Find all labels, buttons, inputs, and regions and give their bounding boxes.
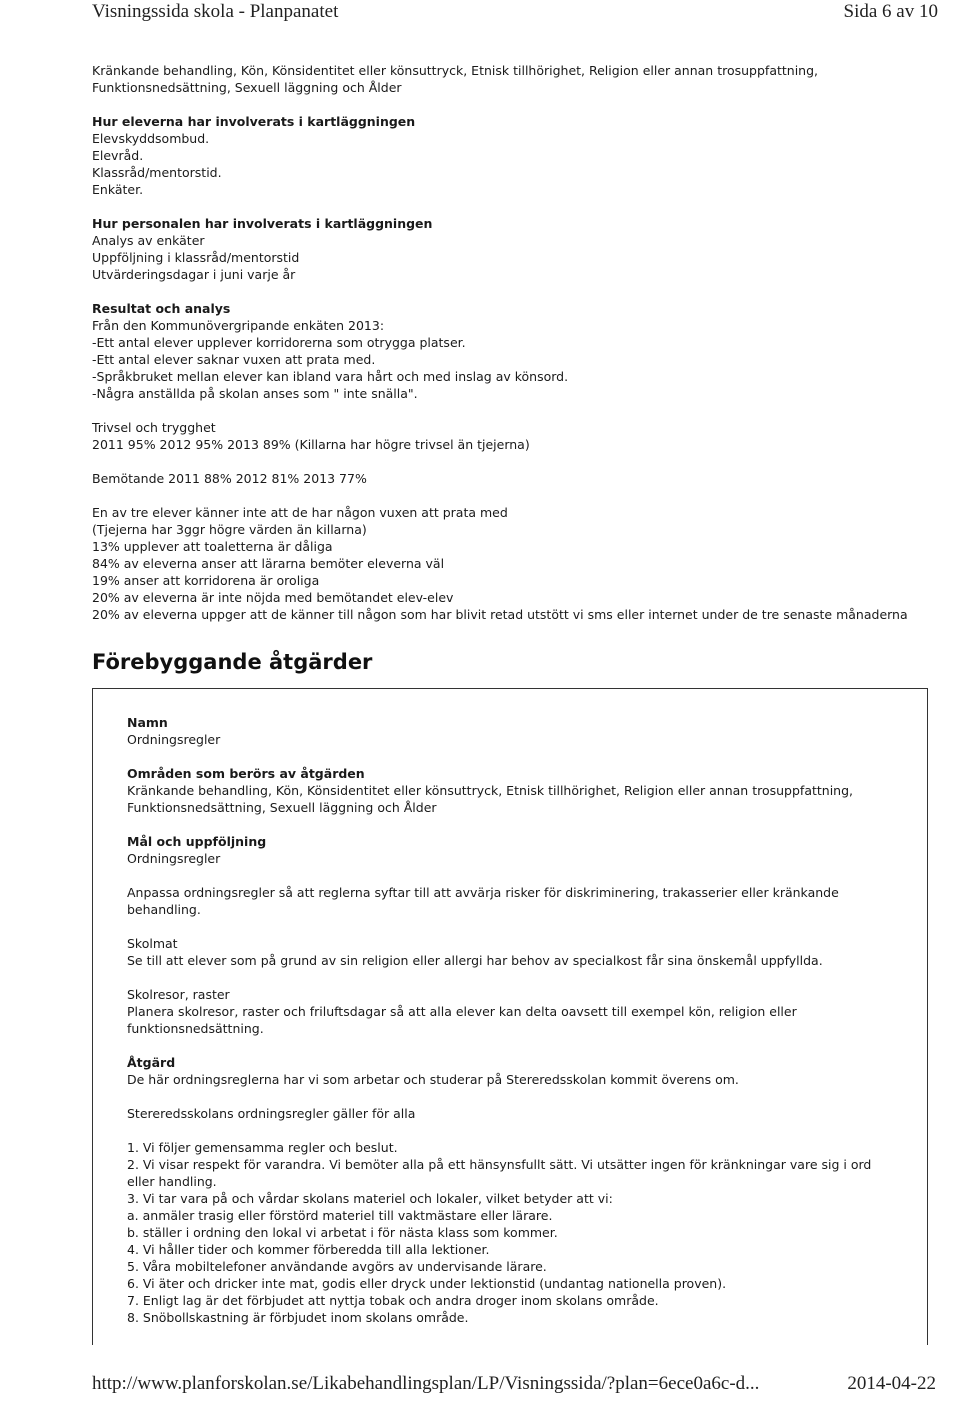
section-title: Förebyggande åtgärder (92, 650, 373, 674)
stat-line: En av tre elever känner inte att de har någon vuxen att prata med (92, 505, 508, 520)
staff-item: Uppföljning i klassråd/mentorstid (92, 250, 300, 265)
trips-title: Skolresor, raster (127, 987, 230, 1002)
students-item: Elevråd. (92, 148, 144, 163)
action-label: Åtgärd (127, 1055, 176, 1070)
rule-item: 6. Vi äter och dricker inte mat, godis eller dryck under lektionstid (undantag nationella proven). (127, 1276, 727, 1291)
staff-item: Utvärderingsdagar i juni varje år (92, 267, 296, 282)
result-item: -Några anställda på skolan anses som " inte snälla". (92, 386, 418, 401)
bemotande-values: Bemötande 2011 88% 2012 81% 2013 77% (92, 471, 367, 486)
rule-item: 8. Snöbollskastning är förbjudet inom skolans område. (127, 1310, 469, 1325)
result-item: Från den Kommunövergripande enkäten 2013: (92, 318, 385, 333)
areas-value: Funktionsnedsättning, Sexuell läggning och Ålder (127, 800, 437, 815)
rule-item: 4. Vi håller tider och kommer förberedda till alla lektioner. (127, 1242, 490, 1257)
adapt-text: behandling. (127, 902, 201, 917)
result-item: -Ett antal elever saknar vuxen att prata med. (92, 352, 376, 367)
rule-item: 1. Vi följer gemensamma regler och beslut. (127, 1140, 398, 1155)
students-heading: Hur eleverna har involverats i kartläggningen (92, 114, 416, 129)
rule-item: 5. Våra mobiltelefoner användande avgörs av undervisande lärare. (127, 1259, 547, 1274)
stat-line: (Tjejerna har 3ggr högre värden än killarna) (92, 522, 367, 537)
goal-label: Mål och uppföljning (127, 834, 267, 849)
trips-text: Planera skolresor, raster och friluftsdagar så att alla elever kan delta oavsett till exempel kön, religion eller (127, 1004, 797, 1019)
stat-line: 13% upplever att toaletterna är dåliga (92, 539, 333, 554)
print-footer (92, 1373, 936, 1399)
trivsel-values: 2011 95% 2012 95% 2013 89% (Killarna har högre trivsel än tjejerna) (92, 437, 530, 452)
students-item: Klassråd/mentorstid. (92, 165, 222, 180)
school-meal-title: Skolmat (127, 936, 178, 951)
print-date: 2014-04-22 (847, 1373, 936, 1394)
areas-value: Kränkande behandling, Kön, Könsidentitet eller könsuttryck, Etnisk tillhörighet, Religion eller annan trosuppfattning, (127, 783, 854, 798)
adapt-text: Anpassa ordningsregler så att reglerna syftar till att avvärja risker för diskriminering, trakasserier eller kränkande (127, 885, 839, 900)
result-item: -Språkbruket mellan elever kan ibland vara hårt och med inslag av könsord. (92, 369, 569, 384)
staff-item: Analys av enkäter (92, 233, 205, 248)
school-meal-text: Se till att elever som på grund av sin religion eller allergi har behov av specialkost får sina önskemål uppfyllda. (127, 953, 823, 968)
document-title: Visningssida skola - Planpanatet (92, 1, 339, 22)
stat-line: 20% av eleverna är inte nöjda med bemötandet elev-elev (92, 590, 454, 605)
name-label: Namn (127, 715, 168, 730)
rules-list (127, 1139, 907, 1326)
measure-box (92, 688, 928, 1345)
rule-item: 2. Vi visar respekt för varandra. Vi bemöter alla på ett hänsynsfullt sätt. Vi utsätter ingen för kränkningar vare sig i ord (127, 1157, 872, 1172)
rule-item: 3. Vi tar vara på och vårdar skolans materiel och lokaler, vilket betyder att vi: (127, 1191, 613, 1206)
print-header (0, 0, 960, 30)
stat-line: 20% av eleverna uppger att de känner till någon som har blivit retad utstött vi sms eller internet under de tre senaste månaderna (92, 607, 908, 622)
rule-item: 7. Enligt lag är det förbjudet att nyttja tobak och andra droger inom skolans område. (127, 1293, 659, 1308)
main-content (92, 62, 932, 675)
rules-intro: Stereredsskolans ordningsregler gäller för alla (127, 1106, 416, 1121)
page-url: http://www.planforskolan.se/Likabehandlingsplan/LP/Visningssida/?plan=6ece0a6c-d... (92, 1373, 760, 1394)
rule-item: b. ställer i ordning den lokal vi arbetat i för nästa klass som kommer. (127, 1225, 558, 1240)
page-number: Sida 6 av 10 (843, 1, 938, 22)
stat-line: 19% anser att korridorena är oroliga (92, 573, 320, 588)
students-item: Elevskyddsombud. (92, 131, 210, 146)
action-text: De här ordningsreglerna har vi som arbetar och studerar på Stereredsskolan kommit överens om. (127, 1072, 739, 1087)
students-item: Enkäter. (92, 182, 144, 197)
trivsel-title: Trivsel och trygghet (92, 420, 216, 435)
staff-heading: Hur personalen har involverats i kartläggningen (92, 216, 433, 231)
stat-line: 84% av eleverna anser att lärarna bemöter eleverna väl (92, 556, 445, 571)
rule-item: eller handling. (127, 1174, 217, 1189)
result-item: -Ett antal elever upplever korridorerna som otrygga platser. (92, 335, 466, 350)
areas-label: Områden som berörs av åtgärden (127, 766, 365, 781)
goal-value: Ordningsregler (127, 851, 221, 866)
grounds-line-2: Funktionsnedsättning, Sexuell läggning och Ålder (92, 80, 402, 95)
grounds-line-1: Kränkande behandling, Kön, Könsidentitet eller könsuttryck, Etnisk tillhörighet, Religion eller annan trosuppfattning, (92, 63, 819, 78)
name-value: Ordningsregler (127, 732, 221, 747)
result-heading: Resultat och analys (92, 301, 231, 316)
rule-item: a. anmäler trasig eller förstörd materiel till vaktmästare eller lärare. (127, 1208, 553, 1223)
trips-text: funktionsnedsättning. (127, 1021, 264, 1036)
